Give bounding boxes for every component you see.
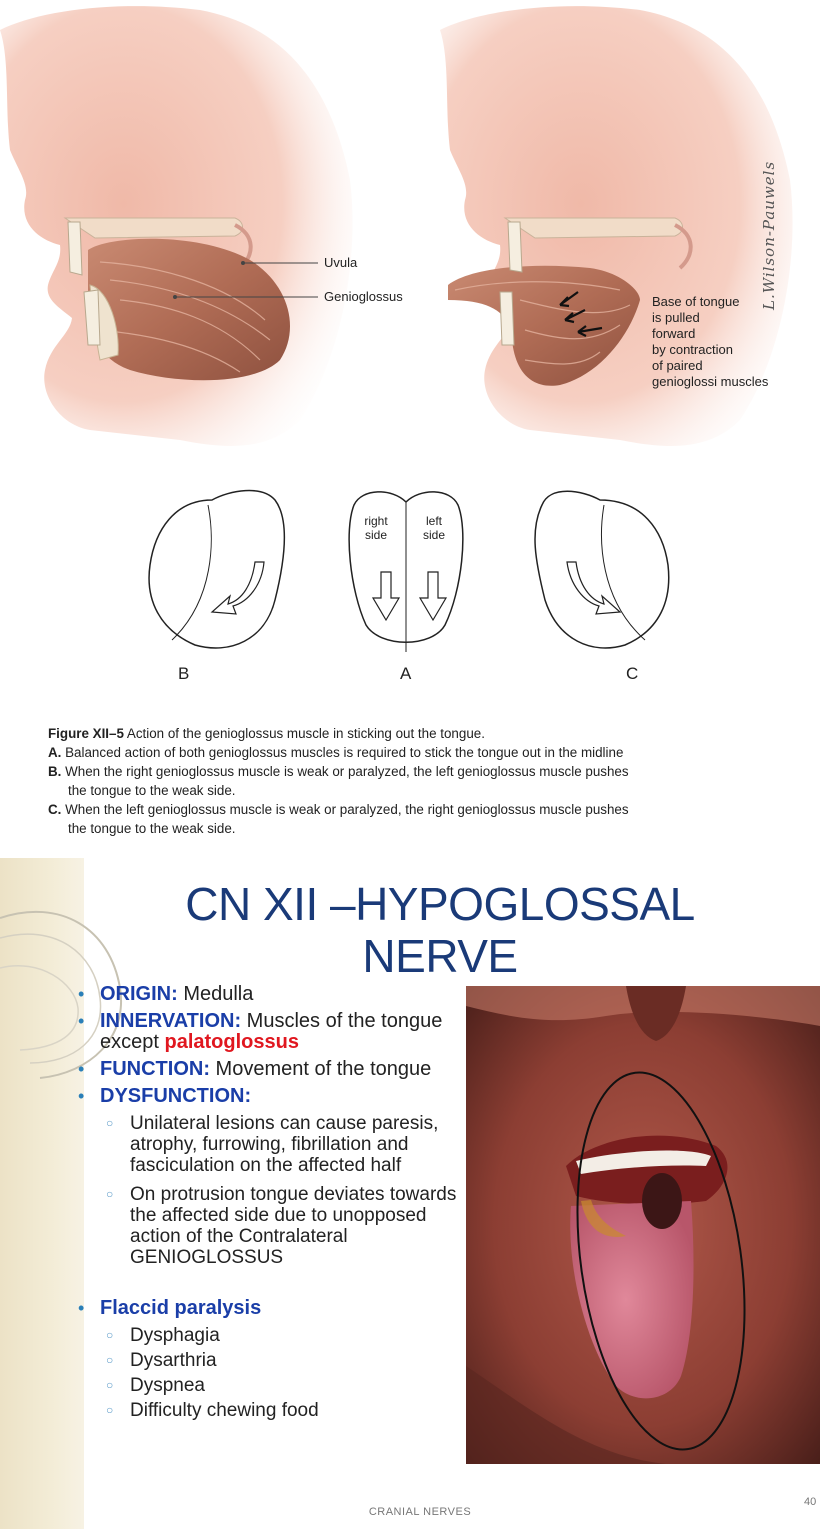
slide-panel (0, 858, 840, 1529)
sub-bullet-dysarthria: ○ Dysarthria (106, 1350, 217, 1371)
right-side-label: right side (364, 514, 388, 542)
bullet-innervation: • INNERVATION: Muscles of the tongue except palatoglossus (78, 1010, 443, 1053)
diagram-letter-b: B (178, 664, 190, 683)
sub-bullet-protrusion: ○ On protrusion tongue deviates towards the affected side due to unopposed action of the Contralateral GENIOGLOSSUS (106, 1184, 457, 1268)
bullet-origin: • ORIGIN: Medulla (78, 983, 254, 1005)
caption-line-c-cont: the tongue to the weak side. (68, 821, 236, 836)
tongue-diagram-b (149, 491, 284, 648)
uvula-label: Uvula (324, 255, 358, 270)
bullet-function: • FUNCTION: Movement of the tongue (78, 1058, 432, 1080)
caption-line-c: C. When the left genioglossus muscle is weak or paralyzed, the right genioglossus muscle pushes (48, 802, 629, 817)
left-side-label: left side (422, 514, 445, 542)
tongue-diagram-c (535, 491, 669, 648)
page-number: 40 (804, 1496, 817, 1508)
sub-bullet-dyspnea: ○ Dyspnea (106, 1375, 205, 1396)
caption-title-line: Figure XII–5 Action of the genioglossus muscle in sticking out the tongue. (48, 726, 485, 741)
head-left (0, 6, 353, 446)
bullet-dysfunction: • DYSFUNCTION: (78, 1085, 252, 1107)
figure-caption (48, 724, 808, 838)
slide-title: CN XII –HYPOGLOSSAL NERVE (185, 878, 695, 982)
caption-line-b: B. When the right genioglossus muscle is weak or paralyzed, the left genioglossus muscle pushes (48, 764, 629, 779)
caption-line-b-cont: the tongue to the weak side. (68, 783, 236, 798)
caption-line-a: A. Balanced action of both genioglossus muscles is required to stick the tongue out in the midline (48, 745, 624, 760)
base-of-tongue-label: Base of tongue is pulled forward by contraction of paired genioglossi muscles (652, 294, 769, 389)
sub-bullet-difficulty-chewing: ○ Difficulty chewing food (106, 1400, 319, 1421)
diagram-letter-a: A (400, 664, 412, 683)
illustrator-signature: L.Wilson-Pauwels (760, 160, 778, 310)
sub-bullet-unilateral-lesions: ○ Unilateral lesions can cause paresis, atrophy, furrowing, fibrillation and fasciculation on the affected half (106, 1113, 439, 1176)
bullet-list (76, 984, 461, 1425)
diagram-letter-c: C (626, 664, 639, 683)
bullet-flaccid-paralysis: • Flaccid paralysis (78, 1297, 262, 1319)
patient-tongue-photo (466, 986, 820, 1464)
genioglossus-label: Genioglossus (324, 289, 403, 304)
slide-footer: CRANIAL NERVES (368, 1506, 472, 1518)
sub-bullet-dysphagia: ○ Dysphagia (106, 1325, 220, 1346)
